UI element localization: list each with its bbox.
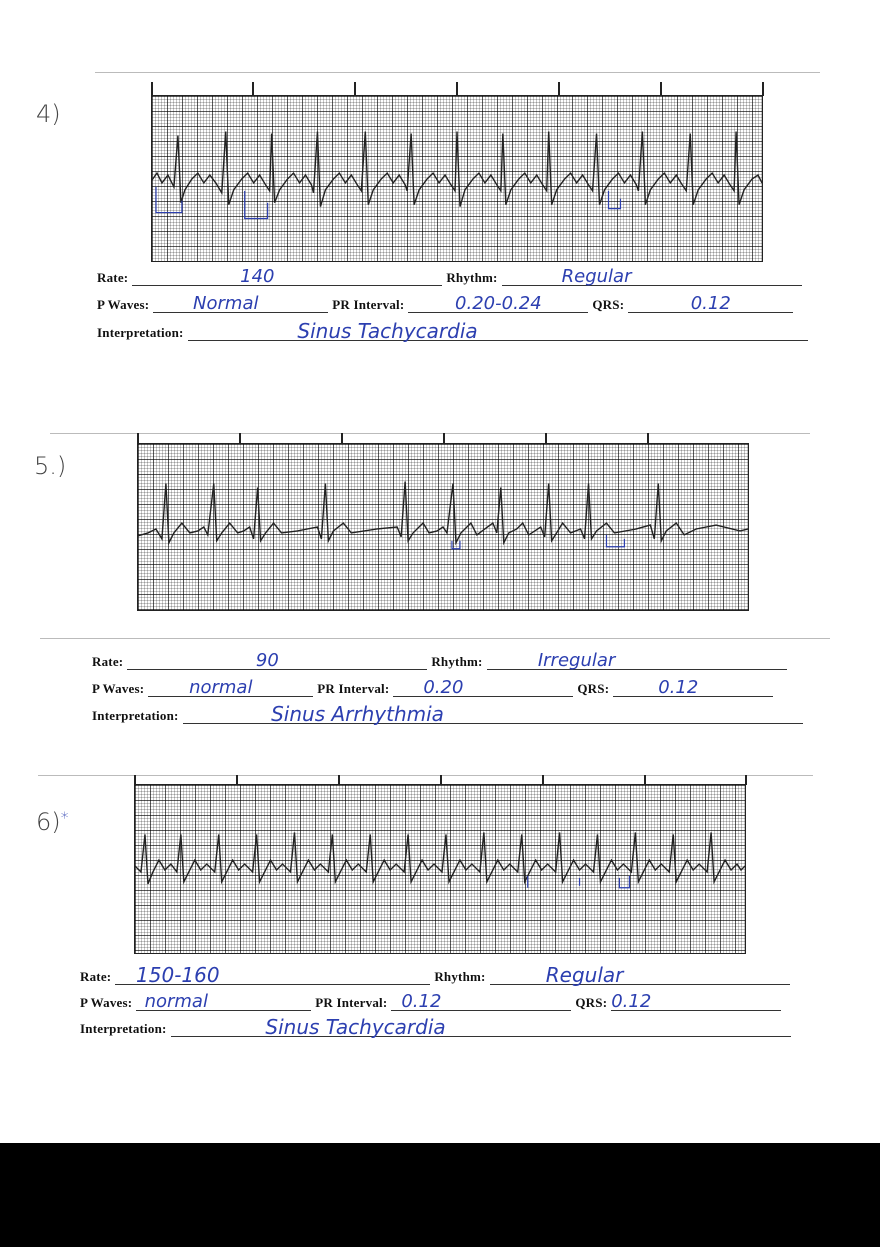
bottom-black-bar [0,1143,880,1247]
rhythm-input-4[interactable]: Regular [502,271,802,286]
pwaves-input-5[interactable]: normal [148,682,313,697]
pwaves-input-4[interactable]: Normal [153,298,328,313]
pwaves-input-6[interactable]: normal [136,996,311,1011]
pr-interval-input-4[interactable]: 0.20-0.24 [408,298,588,313]
interpretation-input-5[interactable]: Sinus Arrhythmia [183,709,803,724]
rate-input-4[interactable]: 140 [132,271,442,286]
time-tick [137,433,139,443]
time-tick [151,82,153,96]
rate-field-6: Rate: 150-160 Rhythm: Regular [80,969,794,985]
pr-interval-input-6[interactable]: 0.12 [391,996,571,1011]
strip-top-line [95,72,820,73]
section-divider [40,638,830,639]
ecg-strip-4 [151,95,763,262]
pwaves-field-4: P Waves: normal PR Interval: 0.20 QRS: 0.12 [92,681,777,697]
rate-input-5[interactable]: 90 [127,655,427,670]
star-marker: * [60,808,69,827]
question-number-6: 6)* [36,808,69,836]
time-tick [443,433,445,443]
pwaves-field-6: P Waves: normal PR Interval: 0.12 QRS: 0.12 [80,995,785,1011]
rate-input-6[interactable]: 150-160 [115,970,430,985]
time-tick [762,82,764,96]
interpretation-input-4[interactable]: Sinus Tachycardia [188,326,808,341]
time-tick [545,433,547,443]
time-tick [239,433,241,443]
time-tick [354,82,356,96]
interpretation-field-6: Interpretation: Sinus Tachycardia [80,1021,795,1037]
ecg-trace-5 [138,444,748,610]
ecg-strip-6 [134,784,746,954]
ecg-strip-5 [137,443,749,611]
time-tick [558,82,560,96]
time-tick [341,433,343,443]
rhythm-input-5[interactable]: Irregular [487,655,787,670]
ecg-trace-4 [152,96,762,261]
interpretation-field-5: Interpretation: Sinus Arrhythmia [92,708,807,724]
qrs-input-6[interactable]: 0.12 [611,996,781,1011]
interpretation-input-6[interactable]: Sinus Tachycardia [171,1022,791,1037]
time-tick [252,82,254,96]
pwaves-field-4: P Waves: Normal PR Interval: 0.20-0.24 QRS: 0.12 [97,297,797,313]
interpretation-field-4: Interpretation: Sinus Tachycardia [97,325,812,341]
question-number-4: 4) [36,100,61,128]
strip-top-line [50,433,810,434]
time-tick [456,82,458,96]
ecg-trace-6 [135,785,745,953]
strip-top-line [38,775,813,776]
rate-field-4: Rate: 140 Rhythm: Regular [97,270,806,286]
pr-interval-input-5[interactable]: 0.20 [393,682,573,697]
time-tick [660,82,662,96]
rate-field-5: Rate: 90 Rhythm: Irregular [92,654,791,670]
qrs-input-4[interactable]: 0.12 [628,298,793,313]
qrs-input-5[interactable]: 0.12 [613,682,773,697]
time-tick [647,433,649,443]
rhythm-input-6[interactable]: Regular [490,970,790,985]
question-number-5: 5.) [34,452,67,480]
